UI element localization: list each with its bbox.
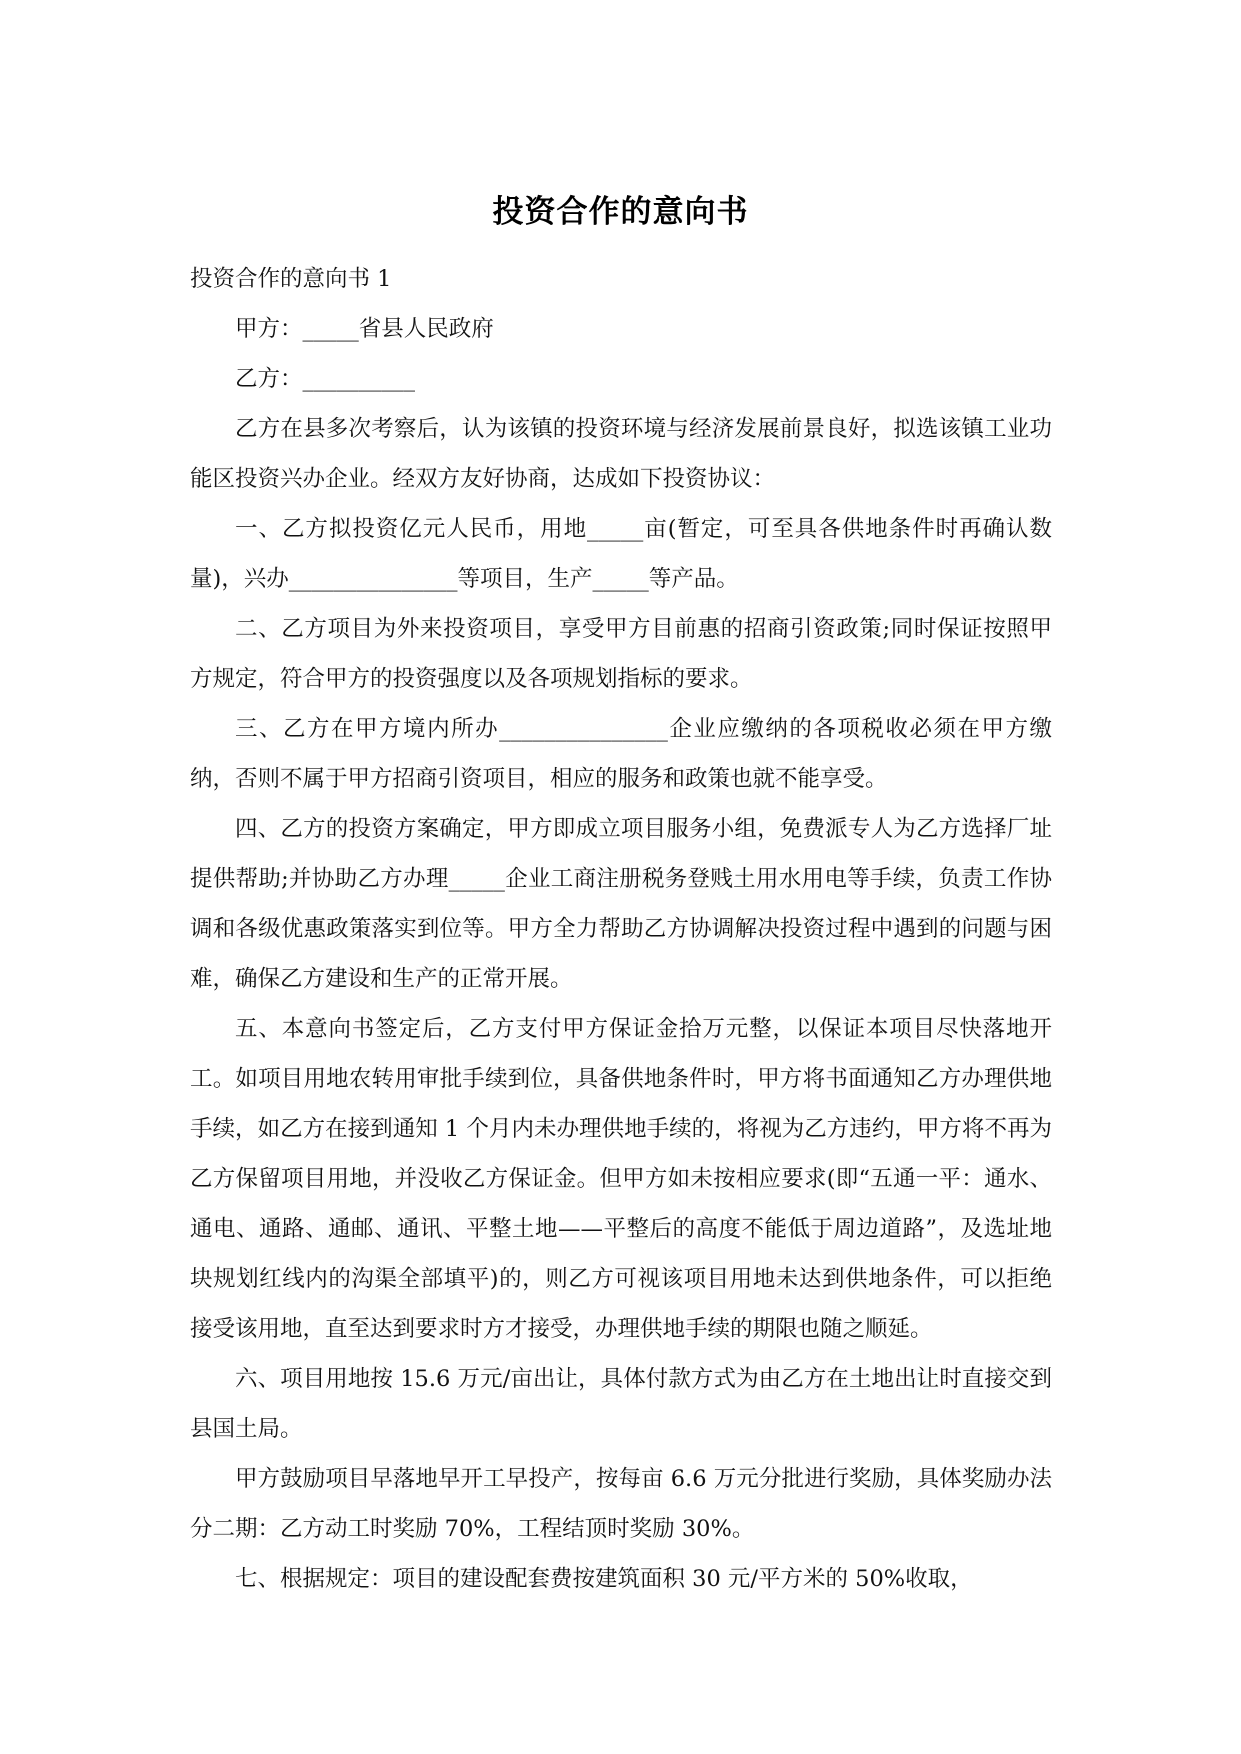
document-title: 投资合作的意向书 bbox=[492, 194, 749, 230]
party-b-line: 乙方：__________ bbox=[235, 366, 416, 392]
party-a-line: 甲方：_____省县人民政府 bbox=[235, 316, 494, 342]
document-subtitle: 投资合作的意向书 1 bbox=[190, 266, 392, 292]
clause-3: 三、乙方在甲方境内所办_______________企业应缴纳的各项税收必须在甲方缴纳，否则不属于甲方招商引资项目，相应的服务和政策也就不能享受。 bbox=[190, 716, 1052, 792]
clause-6: 六、项目用地按 15.6 万元/亩出让，具体付款方式为由乙方在土地出让时直接交到县国土局。 bbox=[190, 1366, 1052, 1442]
intro-paragraph: 乙方在县多次考察后，认为该镇的投资环境与经济发展前景良好，拟选该镇工业功能区投资兴办企业。经双方友好协商，达成如下投资协议： bbox=[190, 416, 1052, 492]
clause-5: 五、本意向书签定后，乙方支付甲方保证金拾万元整，以保证本项目尽快落地开工。如项目用地农转用审批手续到位，具备供地条件时，甲方将书面通知乙方办理供地手续，如乙方在接到通知 1 个月内未办理供地手续的，将视为乙方违约，甲方将不再为乙方保留项目用地，并没收乙方保证金。但甲方如未按相应要求(即“五通一平：通水、通电、通路、通邮、通讯、平整土地——平整后的高度不能低于周边道路”，及选址地块规划红线内的沟渠全部填平)的，则乙方可视该项目用地未达到供地条件，可以拒绝接受该用地，直至达到要求时方才接受，办理供地手续的期限也随之顺延。 bbox=[190, 1016, 1052, 1342]
clause-6-reward: 甲方鼓励项目早落地早开工早投产，按每亩 6.6 万元分批进行奖励，具体奖励办法分二期：乙方动工时奖励 70%，工程结顶时奖励 30%。 bbox=[190, 1466, 1052, 1542]
clause-7: 七、根据规定：项目的建设配套费按建筑面积 30 元/平方米的 50%收取， bbox=[235, 1566, 973, 1592]
clause-2: 二、乙方项目为外来投资项目，享受甲方目前惠的招商引资政策;同时保证按照甲方规定，符合甲方的投资强度以及各项规划指标的要求。 bbox=[190, 616, 1052, 692]
clause-4: 四、乙方的投资方案确定，甲方即成立项目服务小组，免费派专人为乙方选择厂址提供帮助;并协助乙方办理_____企业工商注册税务登贱土用水用电等手续，负责工作协调和各级优惠政策落实到位等。甲方全力帮助乙方协调解决投资过程中遇到的问题与困难，确保乙方建设和生产的正常开展。 bbox=[190, 816, 1052, 992]
clause-1: 一、乙方拟投资亿元人民币，用地_____亩(暂定，可至具各供地条件时再确认数量)，兴办_______________等项目，生产_____等产品。 bbox=[190, 516, 1052, 592]
document-body bbox=[190, 254, 1052, 1604]
